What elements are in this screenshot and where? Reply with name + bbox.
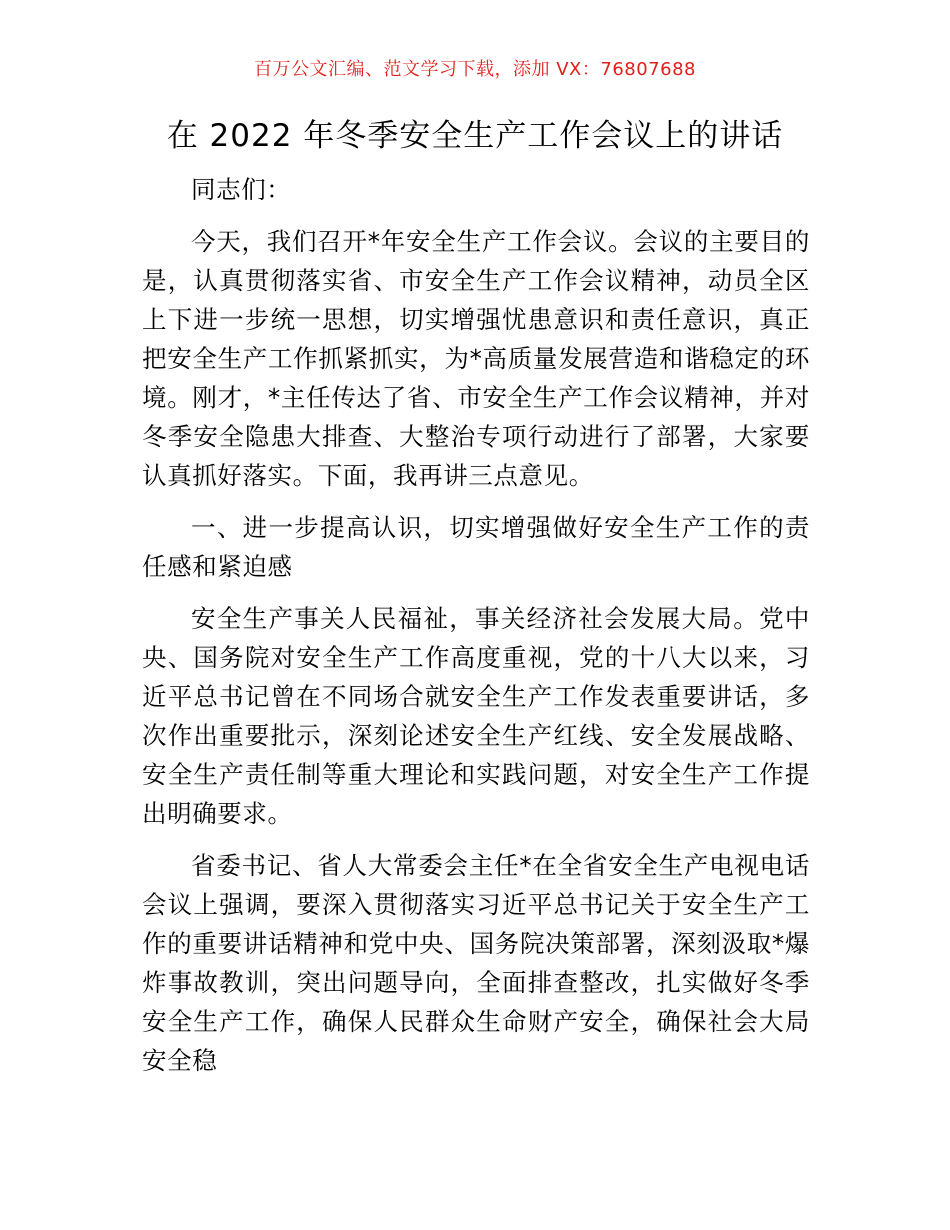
- promo-header: 百万公文汇编、范文学习下载，添加 VX：76807688: [254, 59, 696, 80]
- section-heading-1: 一、进一步提高认识，切实增强做好安全生产工作的责任感和紧迫感: [142, 513, 810, 581]
- paragraph-body: 省委书记、省人大常委会主任*在全省安全生产电视电话会议上强调，要深入贯彻落实习近平总书记关于安全生产工作的重要讲话精神和党中央、国务院决策部署，深刻汲取*爆炸事故教训，突出问题导向，全面排查整改，扎实做好冬季安全生产工作，确保人民群众生命财产安全，确保社会大局安全稳: [142, 851, 810, 1075]
- document-body: [142, 170, 810, 1093]
- salutation: 同志们：: [191, 175, 292, 204]
- paragraph-body: 安全生产事关人民福祉，事关经济社会发展大局。党中央、国务院对安全生产工作高度重视，党的十八大以来，习近平总书记曾在不同场合就安全生产工作发表重要讲话，多次作出重要批示，深刻论述安全生产红线、安全发展战略、安全生产责任制等重大理论和实践问题，对安全生产工作提出明确要求。: [142, 604, 810, 828]
- document-title: 在 2022 年冬季安全生产工作会议上的讲话: [166, 118, 784, 154]
- paragraph-intro: 今天，我们召开*年安全生产工作会议。会议的主要目的是，认真贯彻落实省、市安全生产工作会议精神，动员全区上下进一步统一思想，切实增强忧患意识和责任意识，真正把安全生产工作抓紧抓实，为*高质量发展营造和谐稳定的环境。刚才，*主任传达了省、市安全生产工作会议精神，并对冬季安全隐患大排查、大整治专项行动进行了部署，大家要认真抓好落实。下面，我再讲三点意见。: [142, 227, 810, 490]
